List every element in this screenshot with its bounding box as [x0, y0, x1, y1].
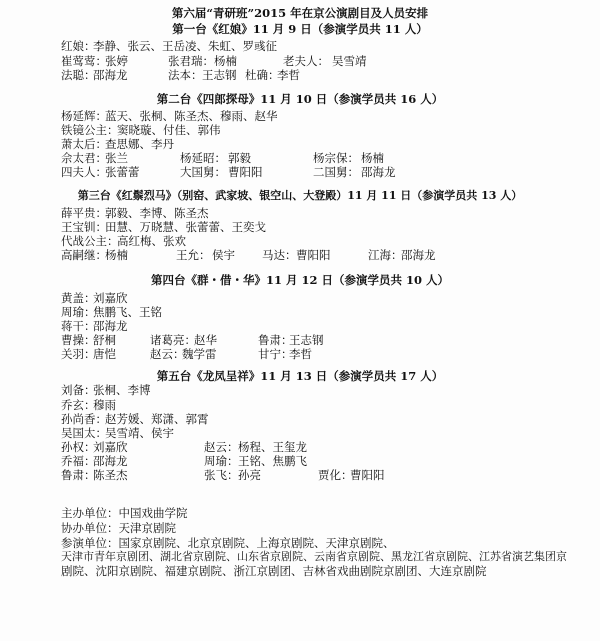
role-label: 乔福：: [61, 454, 96, 468]
role-label: 赵云：: [204, 440, 239, 454]
role-label: 高嗣继：: [61, 248, 107, 262]
role-label: 薛平贵：: [61, 206, 107, 220]
role-label: 乔玄：: [61, 398, 96, 412]
cast-names: 吴雪靖、侯宇: [105, 426, 174, 440]
role-label: 江海：: [368, 248, 403, 262]
cast-names: 焦鹏飞、王铭: [93, 305, 162, 319]
role-label: 张飞：: [204, 468, 239, 482]
show4-heading: 第四台《群・借・华》11 月 12 日（参演学员共 10 人）: [150, 273, 450, 287]
cast-names: 张婷: [105, 54, 128, 68]
cast-names: 侯宇: [212, 248, 235, 262]
participating-units-cont: 天津市青年京剧团、湖北省京剧院、山东省京剧院、云南省京剧院、黑龙江省京剧院、江苏省演艺集团京: [61, 550, 567, 563]
role-label: 老夫人：: [283, 54, 329, 68]
role-label: 杜确：: [245, 68, 280, 82]
cast-names: 张兰: [105, 151, 128, 165]
document-title: 第六届“青研班”2015 年在京公演剧目及人员安排: [171, 6, 429, 20]
show3-heading: 第三台《红鬃烈马》（别窑、武家坡、银空山、大登殿）11 月 11 日（参演学员共 13 人）: [77, 189, 523, 202]
cast-names: 陈圣杰: [93, 468, 128, 482]
role-label: 法聪：: [61, 68, 96, 82]
show1-heading: 第一台《红娘》11 月 9 日（参演学员共 11 人）: [172, 22, 428, 36]
cast-names: 杨楠: [361, 151, 384, 165]
role-label: 鲁肃：: [61, 468, 96, 482]
role-label: 诸葛亮：: [150, 333, 196, 347]
role-label: 王宝钏：: [61, 220, 107, 234]
role-label: 刘备：: [61, 383, 96, 397]
cast-names: 穆雨: [93, 398, 116, 412]
host-unit: 主办单位：中国戏曲学院: [61, 506, 188, 520]
cast-names: 邵海龙: [93, 454, 128, 468]
role-label: 崔莺莺：: [61, 54, 107, 68]
cast-names: 蓝天、张桐、陈圣杰、穆雨、赵华: [105, 109, 278, 123]
cast-names: 唐恺: [93, 347, 116, 361]
cast-names: 曹阳阳: [350, 468, 385, 482]
show5-heading: 第五台《龙凤呈祥》11 月 13 日（参演学员共 17 人）: [156, 369, 444, 383]
cast-names: 田慧、万晓慧、张蕾蕾、王奕戈: [105, 220, 266, 234]
role-label: 周瑜：: [204, 454, 239, 468]
role-label: 铁镜公主：: [61, 123, 119, 137]
cast-names: 曹阳阳: [296, 248, 331, 262]
participating-units: 参演单位：国家京剧院、北京京剧院、上海京剧院、天津京剧院、: [61, 536, 395, 550]
role-label: 鲁肃：: [258, 333, 293, 347]
cast-names: 邵海龙: [93, 319, 128, 333]
role-label: 孙权：: [61, 440, 96, 454]
cast-names: 张桐、李博: [93, 383, 151, 397]
cast-names: 王志钢: [289, 333, 324, 347]
role-label: 马达：: [262, 248, 297, 262]
cast-names: 李静、张云、王岳凌、朱虹、罗彧征: [93, 39, 277, 53]
cast-names: 赵芳媛、郑潇、郭霄: [105, 412, 209, 426]
participating-units-cont: 剧院、沈阳京剧院、福建京剧院、浙江京剧团、吉林省戏曲剧院京剧团、大连京剧院: [61, 564, 487, 578]
cast-names: 孙亮: [238, 468, 261, 482]
show2-heading: 第二台《四郎探母》11 月 10 日（参演学员共 16 人）: [156, 92, 444, 106]
cast-names: 杨楠: [105, 248, 128, 262]
role-label: 红娘：: [61, 39, 96, 53]
role-label: 四夫人：: [61, 165, 107, 179]
role-label: 吴国太：: [61, 426, 107, 440]
role-label: 杨延昭：: [180, 151, 226, 165]
cast-names: 邵海龙: [93, 68, 128, 82]
cast-names: 王志钢: [202, 68, 237, 82]
role-label: 二国舅：: [313, 165, 359, 179]
cast-names: 刘嘉欣: [93, 291, 128, 305]
cast-names: 窦晓璇、付佳、郭伟: [117, 123, 221, 137]
role-label: 代战公主：: [61, 234, 119, 248]
role-label: 赵云：: [150, 347, 185, 361]
role-label: 王允：: [176, 248, 211, 262]
role-label: 佘太君：: [61, 151, 107, 165]
cast-names: 高红梅、张欢: [117, 234, 186, 248]
cast-names: 魏学雷: [182, 347, 217, 361]
cast-names: 郭毅、李博、陈圣杰: [105, 206, 209, 220]
cast-names: 曹阳阳: [228, 165, 263, 179]
role-label: 杨延辉：: [61, 109, 107, 123]
cast-names: 舒桐: [93, 333, 116, 347]
cast-names: 郭毅: [228, 151, 251, 165]
role-label: 法本：: [168, 68, 203, 82]
cast-names: 邵海龙: [361, 165, 396, 179]
role-label: 蒋干：: [61, 319, 96, 333]
cast-names: 李哲: [277, 68, 300, 82]
co-host-unit: 协办单位：天津京剧院: [61, 521, 176, 535]
cast-names: 邵海龙: [401, 248, 436, 262]
cast-names: 赵华: [194, 333, 217, 347]
cast-names: 吴雪靖: [332, 54, 367, 68]
role-label: 大国舅：: [180, 165, 226, 179]
cast-names: 李哲: [289, 347, 312, 361]
role-label: 孙尚香：: [61, 412, 107, 426]
cast-names: 杨程、王玺龙: [238, 440, 307, 454]
role-label: 杨宗保：: [313, 151, 359, 165]
cast-names: 刘嘉欣: [93, 440, 128, 454]
role-label: 张君瑞：: [168, 54, 214, 68]
cast-names: 查思娜、李丹: [105, 137, 174, 151]
role-label: 贾化：: [318, 468, 353, 482]
role-label: 萧太后：: [61, 137, 107, 151]
cast-names: 张蕾蕾: [105, 165, 140, 179]
cast-names: 杨楠: [214, 54, 237, 68]
role-label: 黄盖：: [61, 291, 96, 305]
role-label: 甘宁：: [258, 347, 293, 361]
role-label: 曹操：: [61, 333, 96, 347]
cast-names: 王铭、焦鹏飞: [238, 454, 307, 468]
role-label: 周瑜：: [61, 305, 96, 319]
role-label: 关羽：: [61, 347, 96, 361]
